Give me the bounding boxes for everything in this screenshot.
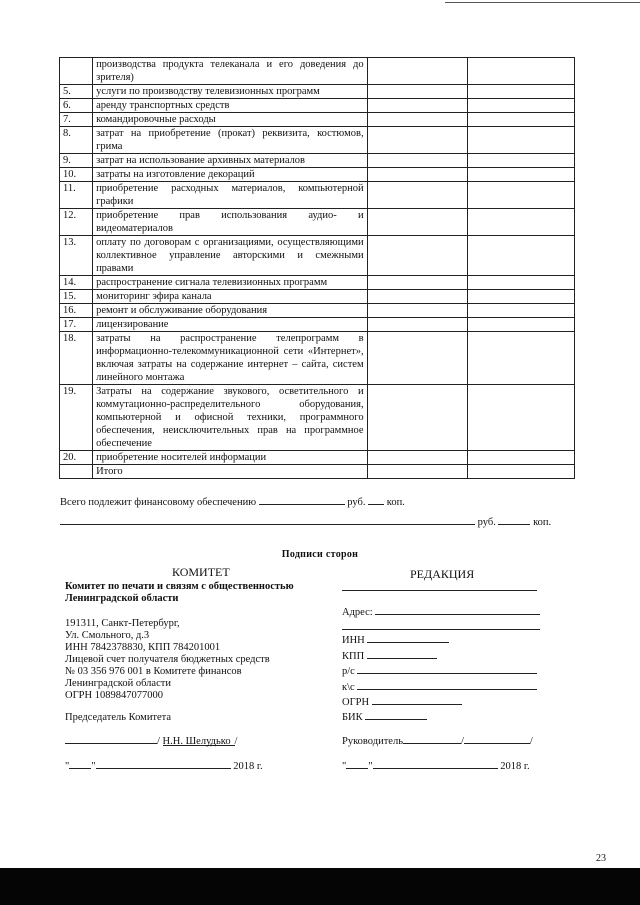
row-description: ремонт и обслуживание оборудования [93,304,368,318]
editorial-date-month-field[interactable] [373,758,498,769]
editorial-details [342,604,540,725]
amount-cell-2[interactable] [467,154,574,168]
editorial-corr-account-row [342,679,540,694]
amount-cell[interactable] [367,290,467,304]
row-number: 20. [60,451,93,465]
committee-details [65,618,325,702]
editorial-kpp-field[interactable] [367,648,437,659]
amount-cell-2[interactable] [467,58,574,85]
editorial-kpp-row [342,648,540,663]
row-number: 7. [60,113,93,127]
editorial-ogrn-label: ОГРН [342,697,370,709]
amount-cell[interactable] [367,113,467,127]
amount-cell-2[interactable] [467,182,574,209]
editorial-account-row [342,663,540,678]
amount-cell[interactable] [367,318,467,332]
editorial-bik-row [342,709,540,724]
editorial-title: РЕДАКЦИЯ [410,567,475,581]
page-number: 23 [596,853,606,864]
financing-words-field[interactable] [60,514,475,525]
editorial-name-field[interactable] [342,590,537,591]
table-row [60,113,575,127]
row-number: 11. [60,182,93,209]
financing-rub-label: руб. [347,497,366,508]
table-row [60,209,575,236]
committee-name-line1: Комитет по печати и связям с общественностью [65,581,294,592]
table-row [60,276,575,290]
amount-cell[interactable] [367,85,467,99]
committee-signature-line: / Н.Н. Шелудько / [65,733,237,748]
amount-cell-2[interactable] [467,304,574,318]
row-description: приобретение расходных материалов, компьютерной графики [93,182,368,209]
editorial-ogrn-field[interactable] [372,694,462,705]
table-row [60,182,575,209]
row-number: 14. [60,276,93,290]
financing-words-kop-label: коп. [533,517,552,528]
amount-cell-2[interactable] [467,209,574,236]
row-description: мониторинг эфира канала [93,290,368,304]
editorial-address-field[interactable] [375,604,540,615]
row-description: Итого [93,465,368,479]
chairman-label: Председатель Комитета [65,712,172,723]
editorial-address-field-2[interactable] [342,619,540,630]
table-row [60,465,575,479]
table-row [60,236,575,276]
table-row [60,99,575,113]
row-number: 10. [60,168,93,182]
amount-cell-2[interactable] [467,332,574,385]
table-row [60,127,575,154]
row-number [60,465,93,479]
row-number: 17. [60,318,93,332]
committee-region: Ленинградской области [65,678,171,689]
editorial-account-field[interactable] [357,663,537,674]
editorial-kpp-label: КПП [342,650,365,662]
amount-cell[interactable] [367,465,467,479]
row-description: командировочные расходы [93,113,368,127]
amount-cell-2[interactable] [467,113,574,127]
financing-kop-label: коп. [386,497,405,508]
signatures-heading: Подписи сторон [281,549,359,560]
amount-cell-2[interactable] [467,236,574,276]
amount-cell[interactable] [367,209,467,236]
row-number: 18. [60,332,93,385]
table-row [60,58,575,85]
committee-name [65,581,325,605]
row-description: затрат на использование архивных материалов [93,154,368,168]
editorial-date-year: 2018 г. [500,761,530,772]
amount-cell-2[interactable] [467,290,574,304]
row-description: лицензирование [93,318,368,332]
amount-cell[interactable] [367,168,467,182]
amount-cell-2[interactable] [467,168,574,182]
editorial-bik-label: БИК [342,712,363,724]
table-row [60,154,575,168]
row-description: услуги по производству телевизионных программ [93,85,368,99]
amount-cell[interactable] [367,58,467,85]
amount-cell[interactable] [367,182,467,209]
editorial-corr-account-field[interactable] [357,679,537,690]
editorial-bik-field[interactable] [365,709,427,720]
amount-cell[interactable] [367,385,467,451]
amount-cell-2[interactable] [467,276,574,290]
amount-cell-2[interactable] [467,127,574,154]
editorial-date-line: " " 2018 г. [342,758,530,773]
row-number: 16. [60,304,93,318]
scan-bottom-border [0,868,640,905]
committee-name-line2: Ленинградской области [65,593,179,604]
editorial-address-label: Адрес: [342,607,373,618]
committee-signer-name: Н.Н. Шелудько [163,735,235,746]
row-number: 12. [60,209,93,236]
financing-words-rub-label: руб. [477,517,496,528]
committee-account-number: № 03 356 976 001 в Комитете финансов [65,666,242,677]
editorial-head-label: Руководитель [342,736,403,747]
editorial-inn-field[interactable] [367,632,449,643]
amount-cell[interactable] [367,276,467,290]
editorial-account-label: р/с [342,666,355,678]
row-description: затраты на распространение телепрограмм в информационно-телекоммуникационной сети «Интернет», включая затраты на содержание интернет – сайта, систем линейного монтажа [93,332,368,385]
amount-cell[interactable] [367,154,467,168]
table-row [60,304,575,318]
row-number: 13. [60,236,93,276]
amount-cell[interactable] [367,304,467,318]
amount-cell-2[interactable] [467,85,574,99]
row-number: 6. [60,99,93,113]
committee-date-day-field[interactable] [69,758,91,769]
committee-title: КОМИТЕТ [172,565,230,579]
committee-inn-kpp: ИНН 7842378830, КПП 784201001 [65,642,221,653]
editorial-inn-label: ИНН [342,635,365,647]
table-row [60,451,575,465]
committee-address-line2: Ул. Смольного, д.3 [65,630,150,641]
amount-cell[interactable] [367,451,467,465]
row-number: 9. [60,154,93,168]
row-number [60,58,93,85]
committee-signature-field[interactable] [65,733,157,744]
editorial-address-row [342,604,540,619]
amount-cell-2[interactable] [467,385,574,451]
amount-cell-2[interactable] [467,451,574,465]
committee-account-label: Лицевой счет получателя бюджетных средств [65,654,270,665]
committee-date-year: 2018 г. [233,761,263,772]
row-description: оплату по договорам с организациями, осуществляющими коллективное управление авторскими и смежными правами [93,236,368,276]
editorial-date-day-field[interactable] [346,758,368,769]
top-edge-line [445,2,640,3]
row-description: Затраты на содержание звукового, осветительного и коммутационно-распределительного оборудования, компьютерной и офисной техники, программного обеспечения, неисключительных прав на программное обеспечение [93,385,368,451]
amount-cell[interactable] [367,236,467,276]
row-description: приобретение носителей информации [93,451,368,465]
row-description: аренду транспортных средств [93,99,368,113]
row-description: затрат на приобретение (прокат) реквизита, костюмов, грима [93,127,368,154]
table-row [60,168,575,182]
row-number: 5. [60,85,93,99]
expense-table-body [60,58,575,479]
committee-ogrn: ОГРН 1089847077000 [65,690,163,701]
row-description: производства продукта телеканала и его доведения до зрителя) [93,58,368,85]
table-row [60,290,575,304]
row-number: 19. [60,385,93,451]
table-row [60,385,575,451]
financing-rub-field[interactable] [259,494,345,505]
financing-total-line [60,494,405,509]
amount-cell[interactable] [367,127,467,154]
amount-cell-2[interactable] [467,465,574,479]
table-row [60,85,575,99]
editorial-corr-account-label: к\с [342,681,355,693]
editorial-signature-field[interactable] [403,733,461,744]
financing-words-kop-field[interactable] [498,514,530,525]
row-number: 8. [60,127,93,154]
editorial-signature-line: Руководитель / / [342,733,533,748]
row-number: 15. [60,290,93,304]
table-row [60,318,575,332]
row-description: распространение сигнала телевизионных программ [93,276,368,290]
editorial-signer-name-field[interactable] [464,733,530,744]
committee-date-line: " " 2018 г. [65,758,263,773]
editorial-inn-row [342,632,540,647]
row-description: приобретение прав использования аудио- и видеоматериалов [93,209,368,236]
table-row [60,332,575,385]
amount-cell[interactable] [367,99,467,113]
amount-cell-2[interactable] [467,318,574,332]
editorial-ogrn-row [342,694,540,709]
expense-table [59,57,575,479]
row-description: затраты на изготовление декораций [93,168,368,182]
financing-label: Всего подлежит финансовому обеспечению [60,497,257,508]
amount-cell-2[interactable] [467,99,574,113]
amount-cell[interactable] [367,332,467,385]
committee-date-month-field[interactable] [96,758,231,769]
financing-kop-field[interactable] [368,494,384,505]
financing-words-line [60,514,576,529]
committee-address-line1: 191311, Санкт-Петербург, [65,618,180,629]
